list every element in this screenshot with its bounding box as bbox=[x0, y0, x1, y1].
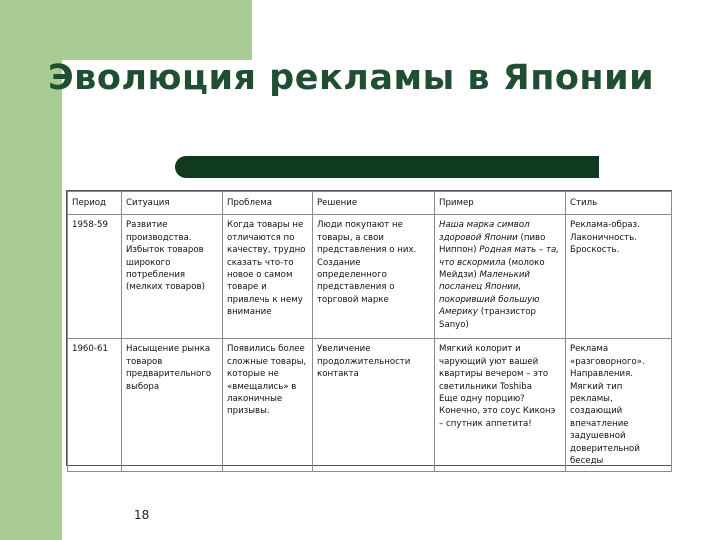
example-text: Мягкий колорит и чарующий уют вашей квартиры вечером – это светильники Toshiba bbox=[439, 344, 549, 392]
example-slogan: Наша марка символ здоровой Японии bbox=[439, 220, 530, 243]
green-decor-top bbox=[0, 0, 252, 60]
header-problem: Проблема bbox=[223, 192, 313, 215]
table-row bbox=[68, 339, 672, 472]
evolution-table bbox=[67, 191, 672, 472]
cell-problem: Когда товары не отличаются по качеству, трудно сказать что-то новое о самом товаре и привлечь к нему внимание bbox=[223, 215, 313, 339]
example-product: (пиво Ниппон) bbox=[439, 232, 546, 256]
cell-situation: Насыщение рынка товаров предварительного выбора bbox=[122, 339, 223, 472]
cell-situation: Развитие производства. Избыток товаров широкого потребления (мелких товаров) bbox=[122, 215, 223, 339]
green-decor-left bbox=[0, 60, 62, 540]
table-header-row bbox=[68, 192, 672, 215]
style-line: Реклама-образ. bbox=[570, 220, 640, 231]
page-number: 18 bbox=[134, 508, 150, 522]
style-line: Броскость. bbox=[570, 245, 620, 256]
example-product: (молоко Мейдзи) bbox=[439, 257, 545, 281]
evolution-table-container bbox=[66, 190, 672, 466]
cell-example bbox=[435, 215, 566, 339]
header-style: Стиль bbox=[566, 192, 672, 215]
header-example: Пример bbox=[435, 192, 566, 215]
header-situation: Ситуация bbox=[122, 192, 223, 215]
style-line: Лаконичность. bbox=[570, 232, 637, 243]
header-period: Период bbox=[68, 192, 122, 215]
example-slogan: Родная мать – та, что вскормила bbox=[439, 245, 560, 268]
title-underline-bar bbox=[175, 156, 599, 178]
cell-period: 1958-59 bbox=[68, 215, 122, 339]
table-row bbox=[68, 215, 672, 339]
example-text: Еще одну порцию? Конечно, это соус Киконэ – спутник аппетита! bbox=[439, 394, 556, 429]
example-slogan: Маленький посланец Японии, покоривший большую Америку bbox=[439, 270, 540, 318]
cell-style bbox=[566, 215, 672, 339]
header-solution: Решение bbox=[313, 192, 435, 215]
cell-example bbox=[435, 339, 566, 472]
example-product: (транзистор Sanyo) bbox=[439, 307, 537, 330]
cell-solution: Люди покупают не товары, а свои представления о них. Создание определенного представления о торговой марке bbox=[313, 215, 435, 339]
cell-period: 1960-61 bbox=[68, 339, 122, 472]
style-line: Реклама «разговорного». Направления. Мягкий тип рекламы, создающий впечатление задушевной доверительной беседы bbox=[570, 344, 645, 467]
cell-style bbox=[566, 339, 672, 472]
cell-problem: Появились более сложные товары, которые не «вмещались» в лаконичные призывы. bbox=[223, 339, 313, 472]
cell-solution: Увеличение продолжительности контакта bbox=[313, 339, 435, 472]
page-title: Эволюция рекламы в Японии bbox=[48, 58, 655, 98]
